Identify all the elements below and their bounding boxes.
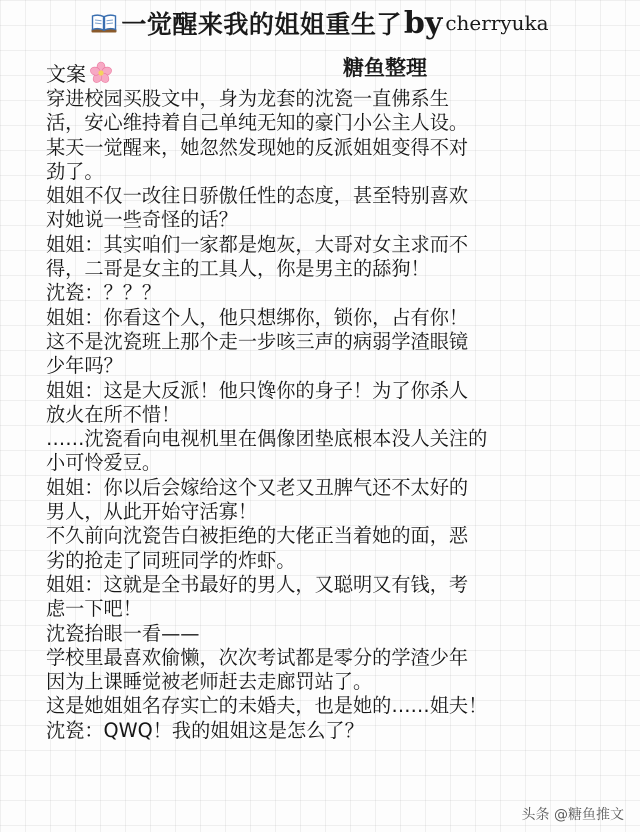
text-line: 小可怜爱豆。	[46, 451, 162, 475]
text-line: 沈瓷：？？？	[46, 281, 162, 305]
text-line: 姐姐：这是大反派！他只馋你的身子！为了你杀人	[46, 378, 469, 402]
text-line: 男人，从此开始守活寡！	[46, 500, 258, 524]
synopsis-label: 文案	[46, 62, 86, 86]
text-line: 穿进校园买股文中，身为龙套的沈瓷一直佛系生	[46, 87, 449, 110]
synopsis-label-row	[46, 58, 113, 87]
text-line: 不久前向沈瓷告白被拒绝的大佬正当着她的面，恶	[46, 524, 469, 548]
open-book-icon	[91, 13, 117, 33]
text-line: 劲了。	[46, 159, 104, 183]
text-line: ……沈瓷看向电视机里在偶像团垫底根本没人关注的	[46, 427, 488, 451]
text-line: 这不是沈瓷班上那个走一步咳三声的病弱学渣眼镜	[46, 329, 469, 353]
text-line: 因为上课睡觉被老师赶去走廊罚站了。	[46, 670, 373, 694]
text-line: 少年吗？	[46, 354, 123, 378]
text-line: 这是她姐姐名存实亡的未婚夫，也是她的……姐夫！	[46, 694, 488, 718]
organizer-credit: 糖鱼整理	[343, 56, 427, 80]
text-line: 活，安心维持着自己单纯无知的豪门小公主人设。	[46, 111, 469, 135]
book-title: 一觉醒来我的姐姐重生了	[121, 10, 402, 39]
text-line: 沈瓷抬眼一看——	[46, 621, 200, 645]
text-line: 得，二哥是女主的工具人，你是男主的舔狗！	[46, 257, 430, 281]
title-by: by	[403, 5, 443, 41]
text-line: 姐姐不仅一改往日骄傲任性的态度，甚至特别喜欢	[46, 184, 469, 208]
text-line: 姐姐：其实咱们一家都是炮灰，大哥对女主求而不	[46, 232, 469, 256]
text-line: 对她说一些奇怪的话？	[46, 208, 238, 232]
author-name: cherryuka	[445, 11, 549, 35]
text-line: 姐姐：这就是全书最好的男人，又聪明又有钱，考	[46, 572, 469, 596]
text-line: 沈瓷：QWQ！我的姐姐这是怎么了？	[46, 718, 364, 742]
text-line: 放火在所不惜！	[46, 402, 181, 426]
text-line: 学校里最喜欢偷懒，次次考试都是零分的学渣少年	[46, 645, 469, 669]
text-line: 虑一下吧！	[46, 597, 142, 621]
text-line: 某天一觉醒来，她忽然发现她的反派姐姐变得不对	[46, 135, 469, 159]
source-watermark: 头条 @糖鱼推文	[521, 807, 624, 823]
text-line: 姐姐：你看这个人，他只想绑你，锁你，占有你！	[46, 305, 469, 329]
text-line: 劣的抢走了同班同学的炸虾。	[46, 548, 296, 572]
title-row	[0, 0, 640, 46]
synopsis-body	[46, 87, 606, 743]
cherry-blossom-icon	[89, 61, 113, 85]
text-line: 姐姐：你以后会嫁给这个又老又丑脾气还不太好的	[46, 475, 469, 499]
